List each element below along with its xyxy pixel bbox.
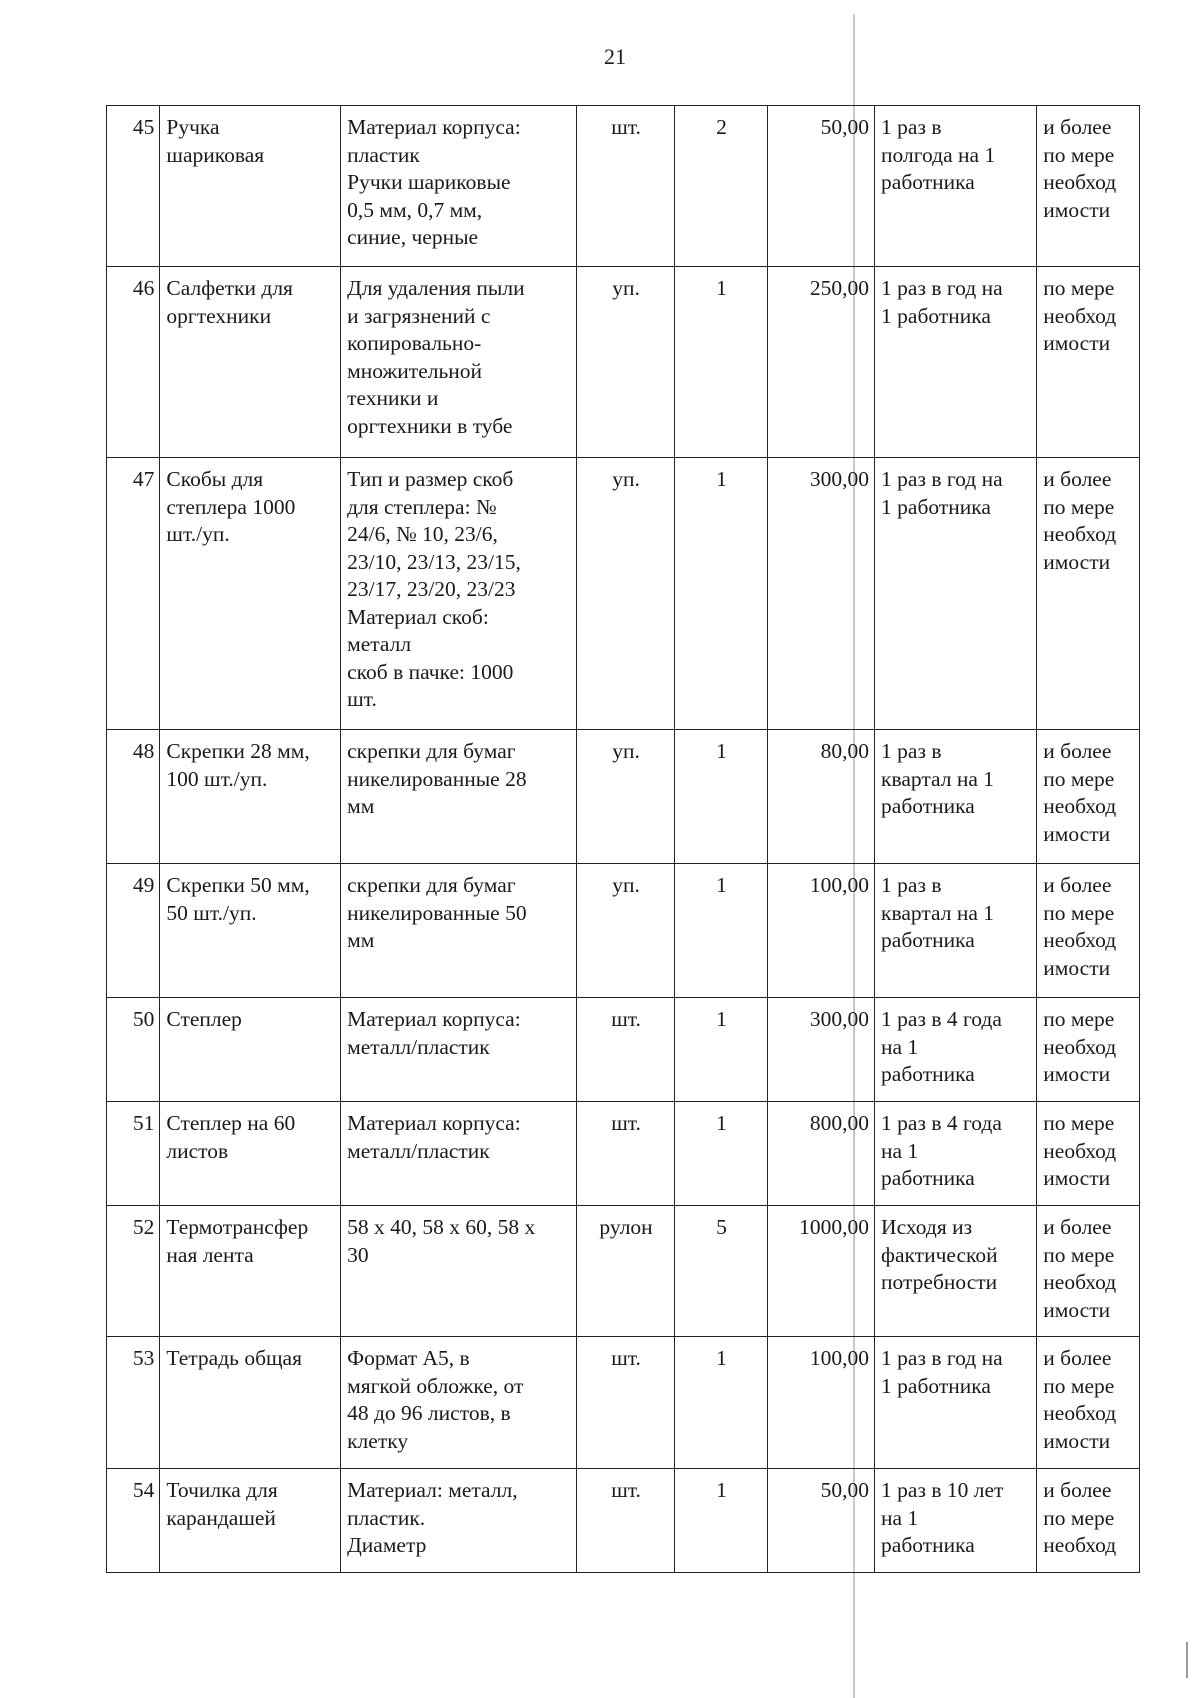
item-name-cell: Степлер xyxy=(160,998,341,1102)
item-name-cell: Термотрансфер ная лента xyxy=(160,1206,341,1337)
unit-cell: уп. xyxy=(577,458,675,730)
row-number-cell: 47 xyxy=(107,458,160,730)
unit-cell: шт. xyxy=(577,1102,675,1206)
row-number-cell: 50 xyxy=(107,998,160,1102)
item-name-cell: Точилка для карандашей xyxy=(160,1469,341,1573)
note-cell: и более по мере необход имости xyxy=(1037,730,1140,864)
table-row xyxy=(107,1469,1140,1573)
table-row xyxy=(107,458,1140,730)
frequency-cell: 1 раз в год на 1 работника xyxy=(875,267,1037,458)
item-description-cell: Материал: металл, пластик. Диаметр xyxy=(341,1469,577,1573)
note-cell: и более по мере необход xyxy=(1037,1469,1140,1573)
item-name-cell: Скрепки 28 мм, 100 шт./уп. xyxy=(160,730,341,864)
unit-cell: уп. xyxy=(577,864,675,998)
note-cell: по мере необход имости xyxy=(1037,1102,1140,1206)
row-number-cell: 52 xyxy=(107,1206,160,1337)
item-description-cell: скрепки для бумаг никелированные 28 мм xyxy=(341,730,577,864)
note-cell: по мере необход имости xyxy=(1037,267,1140,458)
item-description-cell: Материал корпуса: металл/пластик xyxy=(341,1102,577,1206)
price-cell: 80,00 xyxy=(768,730,875,864)
quantity-cell: 1 xyxy=(674,730,767,864)
unit-cell: уп. xyxy=(577,730,675,864)
scan-edge-mark xyxy=(1186,1642,1188,1678)
table-row xyxy=(107,267,1140,458)
unit-cell: шт. xyxy=(577,1469,675,1573)
table-row xyxy=(107,998,1140,1102)
quantity-cell: 2 xyxy=(674,106,767,267)
quantity-cell: 1 xyxy=(674,267,767,458)
frequency-cell: 1 раз в год на 1 работника xyxy=(875,458,1037,730)
quantity-cell: 1 xyxy=(674,1102,767,1206)
item-description-cell: Для удаления пыли и загрязнений с копировально- множительной техники и оргтехники в тубе xyxy=(341,267,577,458)
note-cell: и более по мере необход имости xyxy=(1037,1206,1140,1337)
frequency-cell: Исходя из фактической потребности xyxy=(875,1206,1037,1337)
price-cell: 100,00 xyxy=(768,864,875,998)
row-number-cell: 54 xyxy=(107,1469,160,1573)
item-name-cell: Скрепки 50 мм, 50 шт./уп. xyxy=(160,864,341,998)
price-cell: 300,00 xyxy=(768,998,875,1102)
row-number-cell: 45 xyxy=(107,106,160,267)
row-number-cell: 48 xyxy=(107,730,160,864)
item-description-cell: Тип и размер скоб для степлера: № 24/6, № 10, 23/6, 23/10, 23/13, 23/15, 23/17, 23/20, 23/23 Материал скоб: металл скоб в пачке: 1000 шт. xyxy=(341,458,577,730)
price-cell: 50,00 xyxy=(768,106,875,267)
item-description-cell: Материал корпуса: пластик Ручки шариковые 0,5 мм, 0,7 мм, синие, черные xyxy=(341,106,577,267)
table-row xyxy=(107,864,1140,998)
quantity-cell: 1 xyxy=(674,458,767,730)
item-name-cell: Салфетки для оргтехники xyxy=(160,267,341,458)
item-description-cell: Формат А5, в мягкой обложке, от 48 до 96 листов, в клетку xyxy=(341,1337,577,1469)
item-name-cell: Степлер на 60 листов xyxy=(160,1102,341,1206)
item-name-cell: Ручка шариковая xyxy=(160,106,341,267)
item-description-cell: скрепки для бумаг никелированные 50 мм xyxy=(341,864,577,998)
price-cell: 800,00 xyxy=(768,1102,875,1206)
frequency-cell: 1 раз в квартал на 1 работника xyxy=(875,864,1037,998)
note-cell: по мере необход имости xyxy=(1037,998,1140,1102)
quantity-cell: 1 xyxy=(674,1337,767,1469)
page-number: 21 xyxy=(604,44,626,69)
note-cell: и более по мере необход имости xyxy=(1037,106,1140,267)
frequency-cell: 1 раз в полгода на 1 работника xyxy=(875,106,1037,267)
table-row xyxy=(107,730,1140,864)
quantity-cell: 1 xyxy=(674,864,767,998)
item-description-cell: 58 х 40, 58 х 60, 58 х 30 xyxy=(341,1206,577,1337)
price-cell: 250,00 xyxy=(768,267,875,458)
quantity-cell: 5 xyxy=(674,1206,767,1337)
note-cell: и более по мере необход имости xyxy=(1037,864,1140,998)
frequency-cell: 1 раз в 10 лет на 1 работника xyxy=(875,1469,1037,1573)
frequency-cell: 1 раз в 4 года на 1 работника xyxy=(875,1102,1037,1206)
note-cell: и более по мере необход имости xyxy=(1037,1337,1140,1469)
table-body xyxy=(107,106,1140,1573)
item-description-cell: Материал корпуса: металл/пластик xyxy=(341,998,577,1102)
unit-cell: рулон xyxy=(577,1206,675,1337)
frequency-cell: 1 раз в квартал на 1 работника xyxy=(875,730,1037,864)
table-row xyxy=(107,1206,1140,1337)
table-row xyxy=(107,106,1140,267)
price-cell: 300,00 xyxy=(768,458,875,730)
frequency-cell: 1 раз в год на 1 работника xyxy=(875,1337,1037,1469)
supplies-table xyxy=(106,105,1140,1573)
unit-cell: уп. xyxy=(577,267,675,458)
table-row xyxy=(107,1102,1140,1206)
item-name-cell: Тетрадь общая xyxy=(160,1337,341,1469)
quantity-cell: 1 xyxy=(674,1469,767,1573)
row-number-cell: 46 xyxy=(107,267,160,458)
row-number-cell: 53 xyxy=(107,1337,160,1469)
quantity-cell: 1 xyxy=(674,998,767,1102)
row-number-cell: 49 xyxy=(107,864,160,998)
item-name-cell: Скобы для степлера 1000 шт./уп. xyxy=(160,458,341,730)
unit-cell: шт. xyxy=(577,998,675,1102)
row-number-cell: 51 xyxy=(107,1102,160,1206)
note-cell: и более по мере необход имости xyxy=(1037,458,1140,730)
unit-cell: шт. xyxy=(577,106,675,267)
price-cell: 50,00 xyxy=(768,1469,875,1573)
frequency-cell: 1 раз в 4 года на 1 работника xyxy=(875,998,1037,1102)
price-cell: 1000,00 xyxy=(768,1206,875,1337)
table-row xyxy=(107,1337,1140,1469)
price-cell: 100,00 xyxy=(768,1337,875,1469)
unit-cell: шт. xyxy=(577,1337,675,1469)
